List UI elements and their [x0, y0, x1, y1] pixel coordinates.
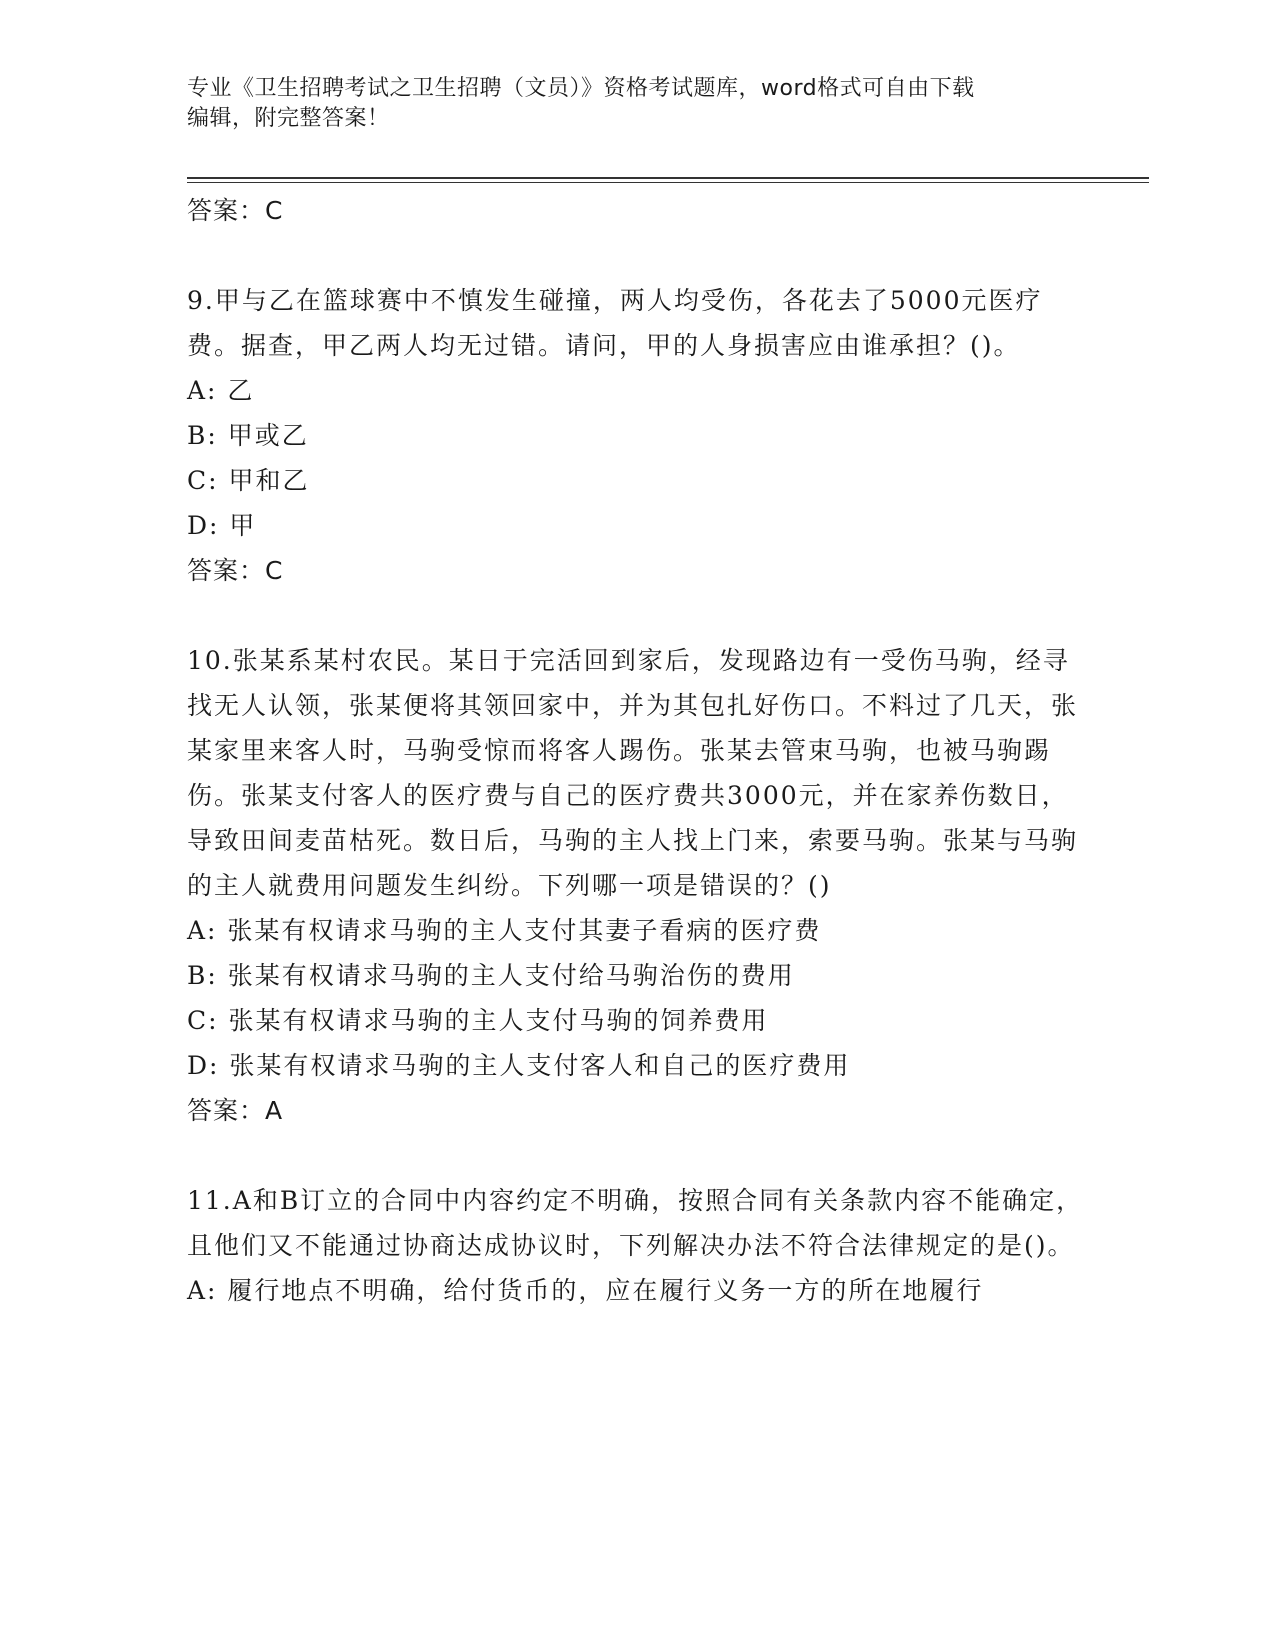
page-header: [187, 74, 1087, 134]
question-10: [187, 638, 1087, 1133]
option-a: A: 乙: [187, 376, 255, 405]
option-a: A: 张某有权请求马驹的主人支付其妻子看病的医疗费: [187, 916, 822, 945]
header-line-2: 编辑，附完整答案！: [187, 106, 390, 131]
question-list: [187, 188, 1087, 1313]
header-divider: [187, 177, 1149, 183]
answer-line: 答案：A: [187, 1096, 284, 1125]
option-a: A: 履行地点不明确，给付货币的，应在履行义务一方的所在地履行: [187, 1276, 984, 1305]
spacer: [187, 1133, 1087, 1178]
header-line-1: 专业《卫生招聘考试之卫生招聘（文员）》资格考试题库，word格式可自由下载: [187, 76, 975, 101]
option-d: D: 张某有权请求马驹的主人支付客人和自己的医疗费用: [187, 1051, 851, 1080]
option-c: C: 甲和乙: [187, 466, 310, 495]
question-text: 10.张某系某村农民。某日于完活回到家后，发现路边有一受伤马驹，经寻找无人认领，张某便将其领回家中，并为其包扎好伤口。不料过了几天，张某家里来客人时，马驹受惊而将客人踢伤。张某去管束马驹，也被马驹踢伤。张某支付客人的医疗费与自己的医疗费共3000元，并在家养伤数日，导致田间麦苗枯死。数日后，马驹的主人找上门来，索要马驹。张某与马驹的主人就费用问题发生纠纷。下列哪一项是错误的？(): [187, 646, 1079, 900]
option-b: B: 张某有权请求马驹的主人支付给马驹治伤的费用: [187, 961, 795, 990]
option-c: C: 张某有权请求马驹的主人支付马驹的饲养费用: [187, 1006, 769, 1035]
spacer: [187, 233, 1087, 278]
question-text: 9.甲与乙在篮球赛中不慎发生碰撞，两人均受伤，各花去了5000元医疗费。据查，甲乙两人均无过错。请问，甲的人身损害应由谁承担？()。: [187, 286, 1043, 360]
option-b: B: 甲或乙: [187, 421, 309, 450]
option-d: D: 甲: [187, 511, 257, 540]
question-11: [187, 1178, 1087, 1313]
question-text: 11.A和B订立的合同中内容约定不明确，按照合同有关条款内容不能确定，且他们又不能通过协商达成协议时，下列解决办法不符合法律规定的是()。: [187, 1186, 1084, 1260]
answer-line: 答案：C: [187, 556, 284, 585]
question-9: [187, 278, 1087, 593]
spacer: [187, 593, 1087, 638]
answer-line: 答案：C: [187, 196, 284, 225]
